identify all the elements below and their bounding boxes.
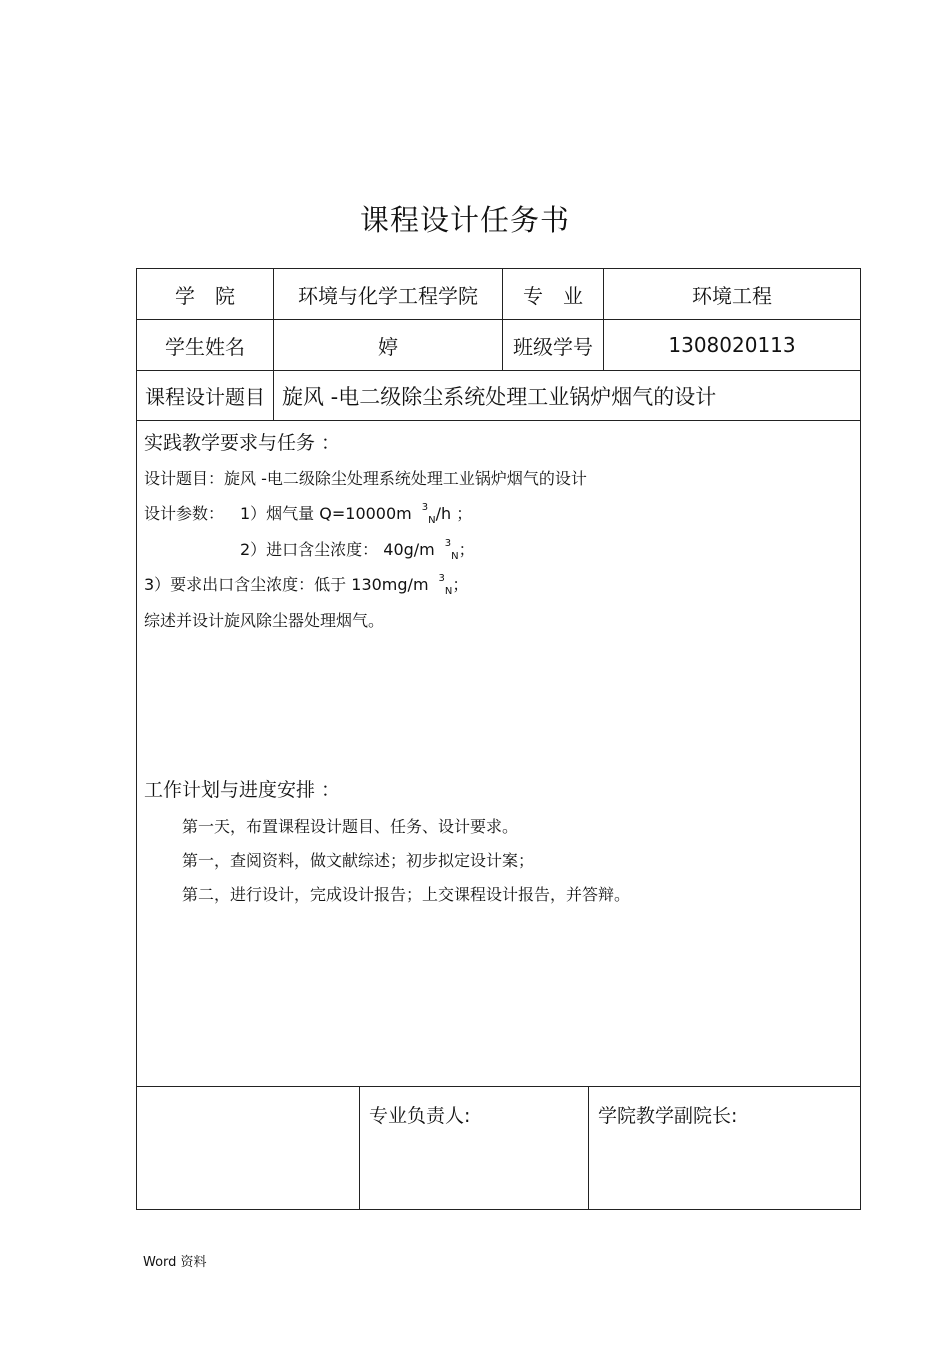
param-flow-rate-unit: /h ； bbox=[435, 504, 473, 523]
superscript: 3 bbox=[444, 538, 452, 549]
design-topic-line: 设计题目：旋风 -电二级除尘处理系统处理工业锅炉烟气的设计 bbox=[144, 469, 587, 488]
student-name-label: 学生姓名 bbox=[165, 334, 245, 359]
major-value: 环境工程 bbox=[692, 283, 772, 308]
param-label: 设计参数： bbox=[144, 504, 225, 523]
student-name-value: 婷 bbox=[378, 334, 398, 359]
class-id-label: 班级学号 bbox=[513, 334, 593, 359]
param-outlet-dust-text: 3）要求出口含尘浓度：低于 130mg/m bbox=[144, 575, 429, 594]
college-value: 环境与化学工程学院 bbox=[298, 283, 478, 308]
task-table bbox=[136, 268, 861, 1210]
plan-item: 第二，进行设计，完成设计报告；上交课程设计报告，并答辩。 bbox=[182, 885, 631, 904]
requirements-heading: 实践教学要求与任务 ： bbox=[144, 432, 341, 454]
subscript: N bbox=[451, 551, 459, 562]
document-title: 课程设计任务书 bbox=[359, 203, 570, 237]
param-flow-rate bbox=[240, 501, 472, 524]
param-outlet-dust bbox=[144, 572, 468, 595]
param-inlet-dust bbox=[240, 537, 475, 560]
param-flow-rate-text: 1）烟气量 Q=10000m bbox=[240, 504, 412, 523]
param-outlet-dust-unit: ； bbox=[452, 575, 469, 594]
row-divider bbox=[137, 420, 860, 421]
superscript: 3 bbox=[438, 573, 445, 584]
subscript: N bbox=[444, 586, 453, 597]
class-id-value: 1308020113 bbox=[668, 333, 796, 357]
page-footer: Word 资料 bbox=[143, 1255, 207, 1270]
topic-value: 旋风 -电二级除尘系统处理工业锅炉烟气的设计 bbox=[282, 384, 717, 409]
plan-heading: 工作计划与进度安排 ： bbox=[144, 779, 341, 801]
param-inlet-dust-unit: ； bbox=[458, 540, 475, 559]
major-label: 专 业 bbox=[523, 283, 583, 308]
row-divider bbox=[137, 1086, 860, 1087]
major-head-signature-label: 专业负责人: bbox=[369, 1105, 471, 1127]
superscript: 3 bbox=[421, 502, 429, 513]
param-inlet-dust-text: 2）进口含尘浓度： 40g/m bbox=[240, 540, 435, 559]
subscript: N bbox=[428, 515, 436, 526]
topic-label: 课程设计题目 bbox=[145, 385, 265, 409]
plan-item: 第一，查阅资料，做文献综述；初步拟定设计案； bbox=[182, 851, 535, 870]
col-divider bbox=[588, 1086, 589, 1209]
college-label: 学 院 bbox=[175, 283, 235, 308]
plan-item: 第一天，布置课程设计题目、任务、设计要求。 bbox=[182, 817, 519, 836]
summary-line: 综述并设计旋风除尘器处理烟气。 bbox=[144, 611, 385, 630]
vice-dean-signature-label: 学院教学副院长: bbox=[598, 1105, 738, 1127]
col-divider bbox=[359, 1086, 360, 1209]
